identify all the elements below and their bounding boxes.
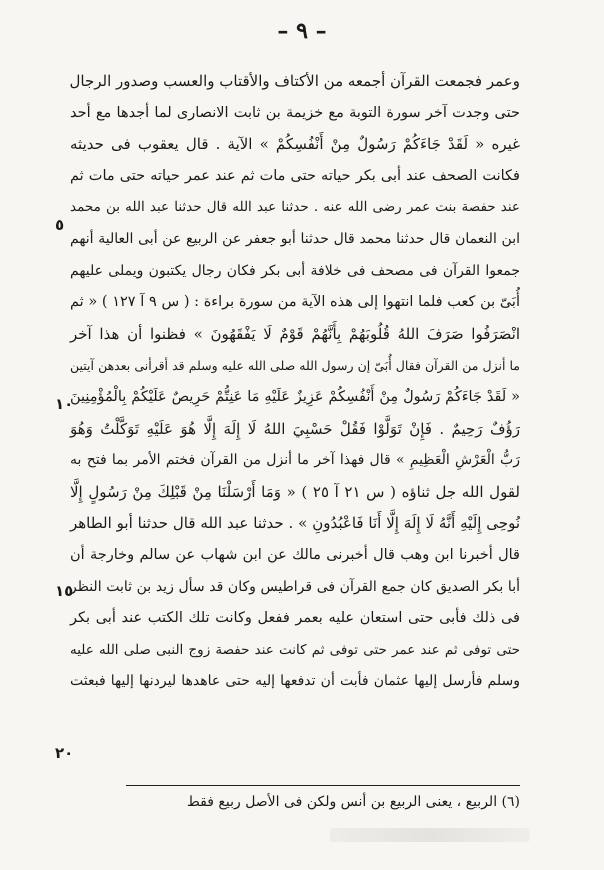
text-line: فى ذلك فأبى حتى استعان عليه بعمر ففعل وكانت تلك الكتب عند أبى بكر — [70, 610, 520, 627]
footnote-divider — [126, 785, 520, 786]
line-number-5: ٥ — [55, 216, 65, 234]
text-line: ابن النعمان قال حدثنا محمد قال حدثنا أبو جعفر عن الربيع عن أبى العالية أنهم — [70, 230, 520, 247]
text-line: وسلم فأرسل إليها عثمان فأبت أن تدفعها إليه حتى عاهدها ليردنها إليها فبعثت — [70, 673, 520, 690]
text-line: عند حفصة بنت عمر رضى الله عنه . حدثنا عبد الله قال حدثنا عبد الله بن محمد — [70, 199, 520, 216]
page-number: – ٩ – — [277, 18, 327, 44]
text-line: أُبَىّ بن كعب فلما انتهوا إلى هذه الآية من سورة براءة : ( س ٩ آ ١٢٧ ) « ثم — [70, 294, 520, 311]
text-line: لقول الله جل ثناؤه ( س ٢١ آ ٢٥ ) « وَمَا أَرْسَلْنَا مِنْ قَبْلِكَ مِنْ رَسُولٍ إِلَّا — [70, 482, 520, 501]
text-line: غيره « لَقَدْ جَاءَكُمْ رَسُولٌ مِنْ أَنْفُسِكُمْ » الآية . قال يعقوب فى حديثه — [70, 135, 520, 154]
body-text — [70, 66, 520, 698]
show-through-smudge — [330, 828, 530, 842]
text-line: رَؤُفٌ رَحِيمٌ . فَإِنْ تَوَلَّوْا فَقُلْ حَسْبِيَ اللهُ لَا إِلَهَ إِلَّا هُوَ عَلَيْهِ تَوَكَّلْتُ وَهُوَ — [70, 419, 520, 438]
text-line: جمعوا القرآن فى مصحف فى خلافة أبى بكر فكان رجال يكتبون ويملى عليهم — [70, 262, 520, 279]
footnote: (٦) الربيع ، يعنى الربيع بن أنس ولكن فى الأصل ربيع فقط — [186, 794, 520, 810]
text-line: حتى وجدت آخر سورة التوبة مع خزيمة بن ثابت الانصارى لما أجدها مع أحد — [70, 104, 520, 121]
text-line: أبا بكر الصديق كان جمع القرآن فى قراطيس وكان قد سأل زيد بن ثابت النظر — [70, 578, 520, 595]
text-line: « لَقَدْ جَاءَكُمْ رَسُولٌ مِنْ أَنْفُسِكُمْ عَزِيزٌ عَلَيْهِ مَا عَنِتُّمْ حَرِيصٌ عَلَيْكُمْ بِالْمُؤْمِنِينَ — [70, 388, 520, 405]
text-line: رَبُّ الْعَرْشِ الْعَظِيمِ » قال فهذا آخر ما أنزل من القرآن فختم الأمر بما فتح به — [70, 452, 520, 469]
text-line: حتى توفى ثم عند عمر حتى توفى ثم كانت عند حفصة زوج النبى صلى الله عليه — [70, 641, 520, 658]
text-line: انْصَرَفُوا صَرَفَ اللهُ قُلُوبَهُمْ بِأَنَّهُمْ قَوْمٌ لَا يَفْقَهُونَ » فظنوا أن هذا آخر — [70, 324, 520, 343]
text-line: وعمر فجمعت القرآن أجمعه من الأكتاف والأقتاب والعسب وصدور الرجال — [69, 72, 520, 90]
text-line: ما أنزل من القرآن فقال أُبَىّ إن رسول الله صلى الله عليه وسلم قد أقرأنى بعدهن آيتين — [70, 358, 520, 374]
text-line: قال أخبرنا ابن وهب قال أخبرنى مالك عن ابن شهاب عن سالم وخارجة أن — [70, 546, 520, 563]
line-number-15: ١٥ — [55, 582, 74, 600]
text-line: فكانت الصحف عند أبى بكر حياته حتى مات ثم عند عمر حياته حتى مات ثم — [70, 167, 520, 184]
line-number-20: ٢٠ — [55, 744, 74, 762]
text-line: نُوحِى إِلَيْهِ أَنَّهُ لَا إِلَهَ إِلَّا أَنَا فَاعْبُدُونِ » . حدثنا عبد الله قال حدثنا أبو الطاهر — [70, 514, 520, 533]
line-number-10: ١٠ — [55, 395, 74, 413]
